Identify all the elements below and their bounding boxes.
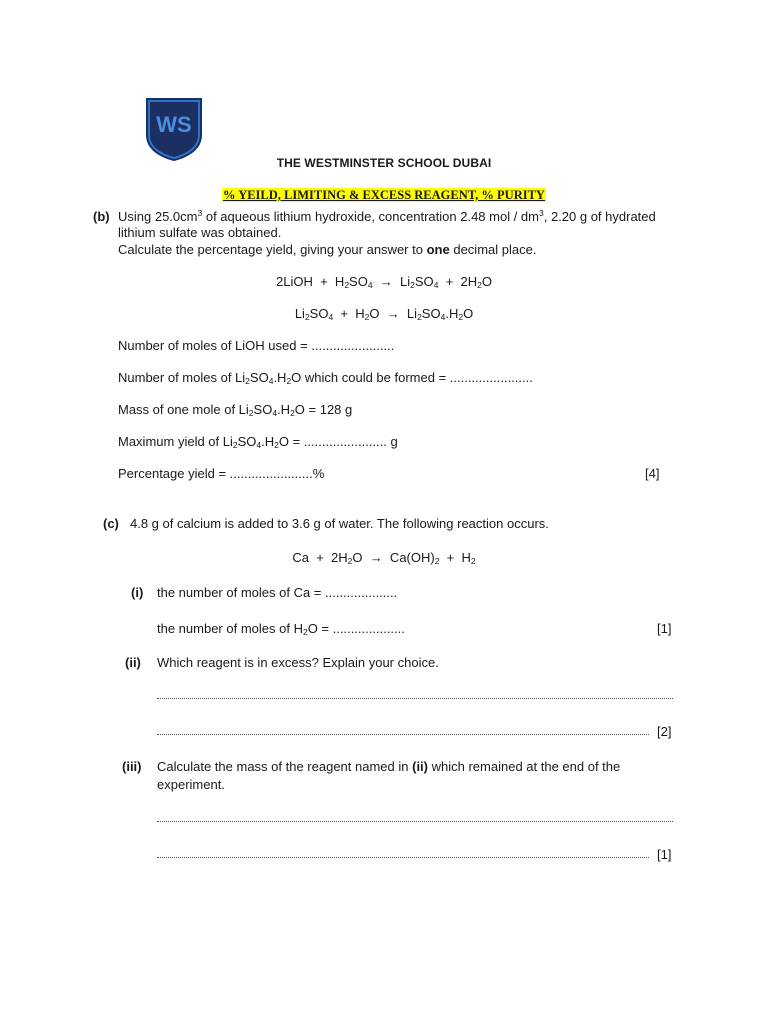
answer-line[interactable]: [157, 857, 649, 858]
worksheet-title: % YEILD, LIMITING & EXCESS REAGENT, % PURITY: [223, 188, 545, 202]
line-moles-ca: the number of moles of Ca = ....................: [157, 585, 398, 600]
part-c-i-label: (i): [131, 585, 144, 600]
equation-calcium-water: $Ca + 2H_2O \to Ca(OH)_2 + H_2$: [292, 550, 476, 566]
equation-lioh-h2so4: 2LiOH + $H_2SO_4 \to Li_2SO_4 + 2H_2O$: [276, 274, 492, 290]
part-b-marks: [4]: [645, 466, 660, 481]
part-b-intro-line2: lithium sulfate was obtained.: [118, 225, 282, 240]
line-moles-h2o: the number of moles of $H_2O$ = ....................: [157, 621, 405, 637]
part-b-instruction: Calculate the percentage yield, giving your answer to one decimal place.: [118, 242, 537, 257]
part-c-label: (c): [103, 516, 119, 531]
part-c-iii-marks: [1]: [657, 847, 672, 862]
equation-hydration: $Li_2SO_4 + H_2O \to Li_2SO_4.H_2O$: [294, 306, 474, 322]
part-b-label: (b): [93, 209, 110, 224]
part-c-intro: 4.8 g of calcium is added to 3.6 g of water. The following reaction occurs.: [130, 516, 549, 531]
part-c-i-marks: [1]: [657, 621, 672, 636]
line-max-yield: Maximum yield of $Li_2SO_4.H_2O$ = ....................... g: [118, 434, 398, 450]
part-c-iii-question: Calculate the mass of the reagent named in (ii) which remained at the end of the: [157, 759, 621, 774]
shield-logo-icon: [143, 95, 205, 163]
part-c-ii-marks: [2]: [657, 724, 672, 739]
answer-line[interactable]: [157, 821, 673, 822]
line-moles-formed: Number of moles of $Li_2SO_4.H_2O$ which could be formed = .......................: [118, 370, 533, 386]
answer-line[interactable]: [157, 734, 649, 735]
school-name: THE WESTMINSTER SCHOOL DUBAI: [276, 156, 492, 170]
part-c-ii-label: (ii): [125, 655, 141, 670]
part-c-ii-question: Which reagent is in excess? Explain your choice.: [157, 655, 439, 670]
part-c-iii-label: (iii): [122, 759, 142, 774]
logo-text: WS: [156, 112, 192, 137]
part-c-iii-question-line2: experiment.: [157, 777, 225, 792]
answer-line[interactable]: [157, 698, 673, 699]
line-moles-lioh: Number of moles of LiOH used = .......................: [118, 338, 395, 353]
line-mass-one-mole: Mass of one mole of $Li_2SO_4.H_2O = 128$ g: [118, 402, 353, 418]
line-percentage-yield: Percentage yield = .......................%: [118, 466, 325, 481]
part-b-intro-line1: Using $25.0cm^3$ of aqueous lithium hydroxide, concentration 2.48 mol / $dm^3$, 2.20 g of hydrated: [118, 208, 656, 224]
school-logo: [143, 95, 205, 163]
